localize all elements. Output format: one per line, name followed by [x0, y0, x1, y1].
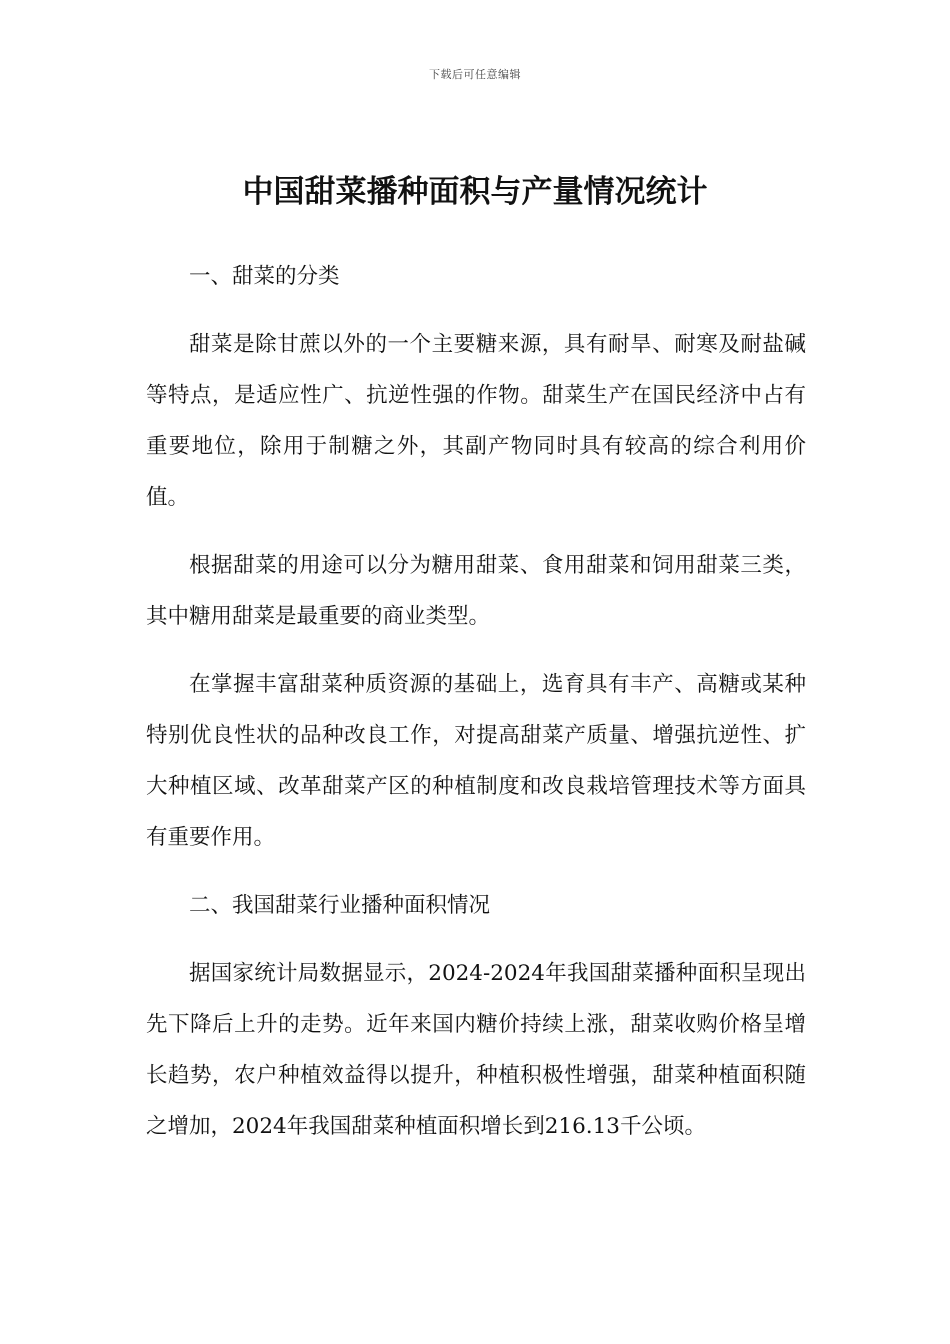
header-note: 下载后可任意编辑 [429, 68, 521, 81]
document-body [146, 251, 806, 1169]
paragraph: 据国家统计局数据显示，2024-2024年我国甜菜播种面积呈现出先下降后上升的走势。近年来国内糖价持续上涨，甜菜收购价格呈增长趋势，农户种植效益得以提升，种植积极性增强，甜菜种植面积随之增加，2024年我国甜菜种植面积增长到216.13千公顷。 [146, 961, 806, 1139]
document-title: 中国甜菜播种面积与产量情况统计 [242, 174, 708, 210]
section-heading-classification: 一、甜菜的分类 [189, 264, 340, 289]
paragraph: 根据甜菜的用途可以分为糖用甜菜、食用甜菜和饲用甜菜三类，其中糖用甜菜是最重要的商业类型。 [146, 553, 806, 629]
paragraph: 在掌握丰富甜菜种质资源的基础上，选育具有丰产、高糖或某种特别优良性状的品种改良工作，对提高甜菜产质量、增强抗逆性、扩大种植区域、改革甜菜产区的种植制度和改良栽培管理技术等方面具有重要作用。 [146, 672, 806, 850]
paragraph: 甜菜是除甘蔗以外的一个主要糖来源，具有耐旱、耐寒及耐盐碱等特点，是适应性广、抗逆性强的作物。甜菜生产在国民经济中占有重要地位，除用于制糖之外，其副产物同时具有较高的综合利用价值。 [146, 332, 806, 510]
section-heading-planting-area: 二、我国甜菜行业播种面积情况 [189, 893, 491, 918]
